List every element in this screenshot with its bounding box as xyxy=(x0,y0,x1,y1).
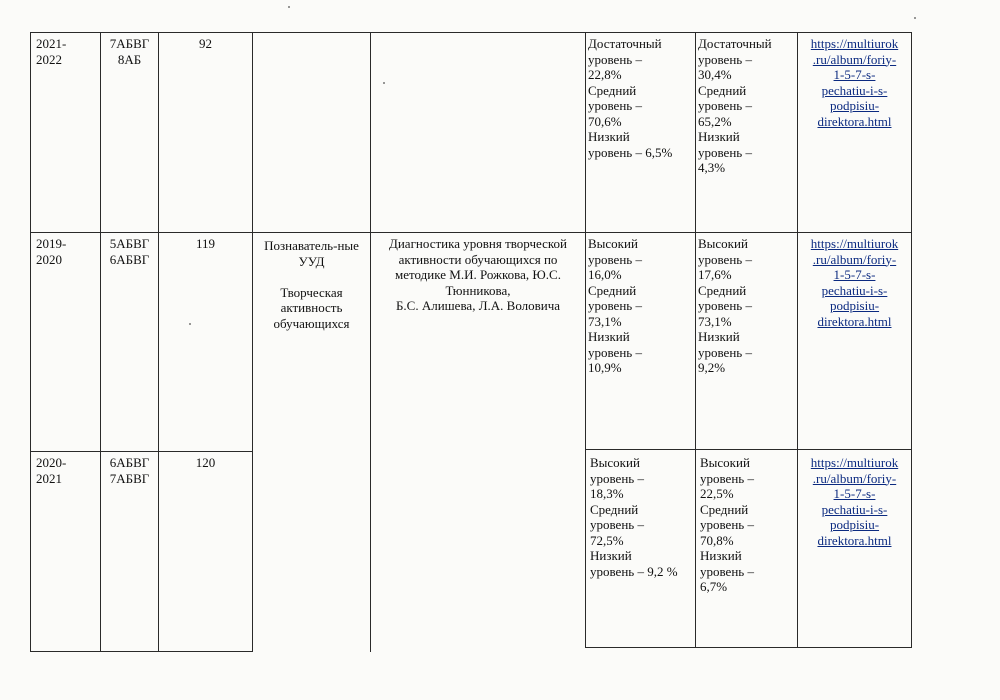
result-cell-2: Высокий уровень – 22,5% Средний уровень – 70,8% Низкий уровень – 6,7% xyxy=(700,455,754,594)
col-divider xyxy=(911,32,912,648)
result-cell-1: Высокий уровень – 18,3% Средний уровень – 72,5% Низкий уровень – 9,2 % xyxy=(590,455,678,579)
result-cell-2: Достаточный уровень – 30,4% Средний уровень – 65,2% Низкий уровень – 4,3% xyxy=(698,36,772,175)
method-cell: Диагностика уровня творческой активности обучающихся по методике М.И. Рожкова, Ю.С. Тюнникова, Б.С. Алишева, Л.А. Воловича xyxy=(388,236,567,313)
col-divider xyxy=(158,32,159,652)
table-bottom-border xyxy=(30,651,252,652)
scan-speck xyxy=(914,17,916,19)
link-cell[interactable]: https://multiurok .ru/album/foriy- 1-5-7-s- pechatiu-i-s- podpisiu- direktora.html xyxy=(810,36,899,129)
scan-speck xyxy=(383,82,385,84)
result-cell-1: Высокий уровень – 16,0% Средний уровень – 73,1% Низкий уровень – 10,9% xyxy=(588,236,642,375)
table-bottom-border xyxy=(585,647,912,648)
year-cell: 2020- 2021 xyxy=(36,455,67,486)
row-divider xyxy=(30,451,252,452)
col-divider xyxy=(252,32,253,652)
row-divider xyxy=(30,232,912,233)
table-top-border xyxy=(30,32,912,33)
uud-cell: Познаватель-ные УУД Творческая активность обучающихся xyxy=(264,238,359,331)
result-cell-2: Высокий уровень – 17,6% Средний уровень – 73,1% Низкий уровень – 9,2% xyxy=(698,236,752,375)
year-cell: 2021- 2022 xyxy=(36,36,67,67)
col-divider xyxy=(585,32,586,648)
classes-cell: 6АБВГ 7АБВГ xyxy=(109,455,150,486)
result-cell-1: Достаточный уровень – 22,8% Средний уровень – 70,6% Низкий уровень – 6,5% xyxy=(588,36,673,160)
count-cell: 119 xyxy=(195,236,216,251)
col-divider xyxy=(695,32,696,648)
link-cell[interactable]: https://multiurok .ru/album/foriy- 1-5-7-s- pechatiu-i-s- podpisiu- direktora.html xyxy=(810,455,899,548)
count-cell: 120 xyxy=(195,455,216,470)
scan-speck xyxy=(189,323,191,325)
scan-speck xyxy=(288,6,290,8)
count-cell: 92 xyxy=(199,36,212,51)
col-divider xyxy=(30,32,31,652)
col-divider xyxy=(100,32,101,652)
row-divider xyxy=(585,449,912,450)
classes-cell: 7АБВГ 8АБ xyxy=(109,36,150,67)
classes-cell: 5АБВГ 6АБВГ xyxy=(109,236,150,267)
col-divider xyxy=(370,32,371,652)
link-cell[interactable]: https://multiurok .ru/album/foriy- 1-5-7-s- pechatiu-i-s- podpisiu- direktora.html xyxy=(810,236,899,329)
year-cell: 2019- 2020 xyxy=(36,236,67,267)
